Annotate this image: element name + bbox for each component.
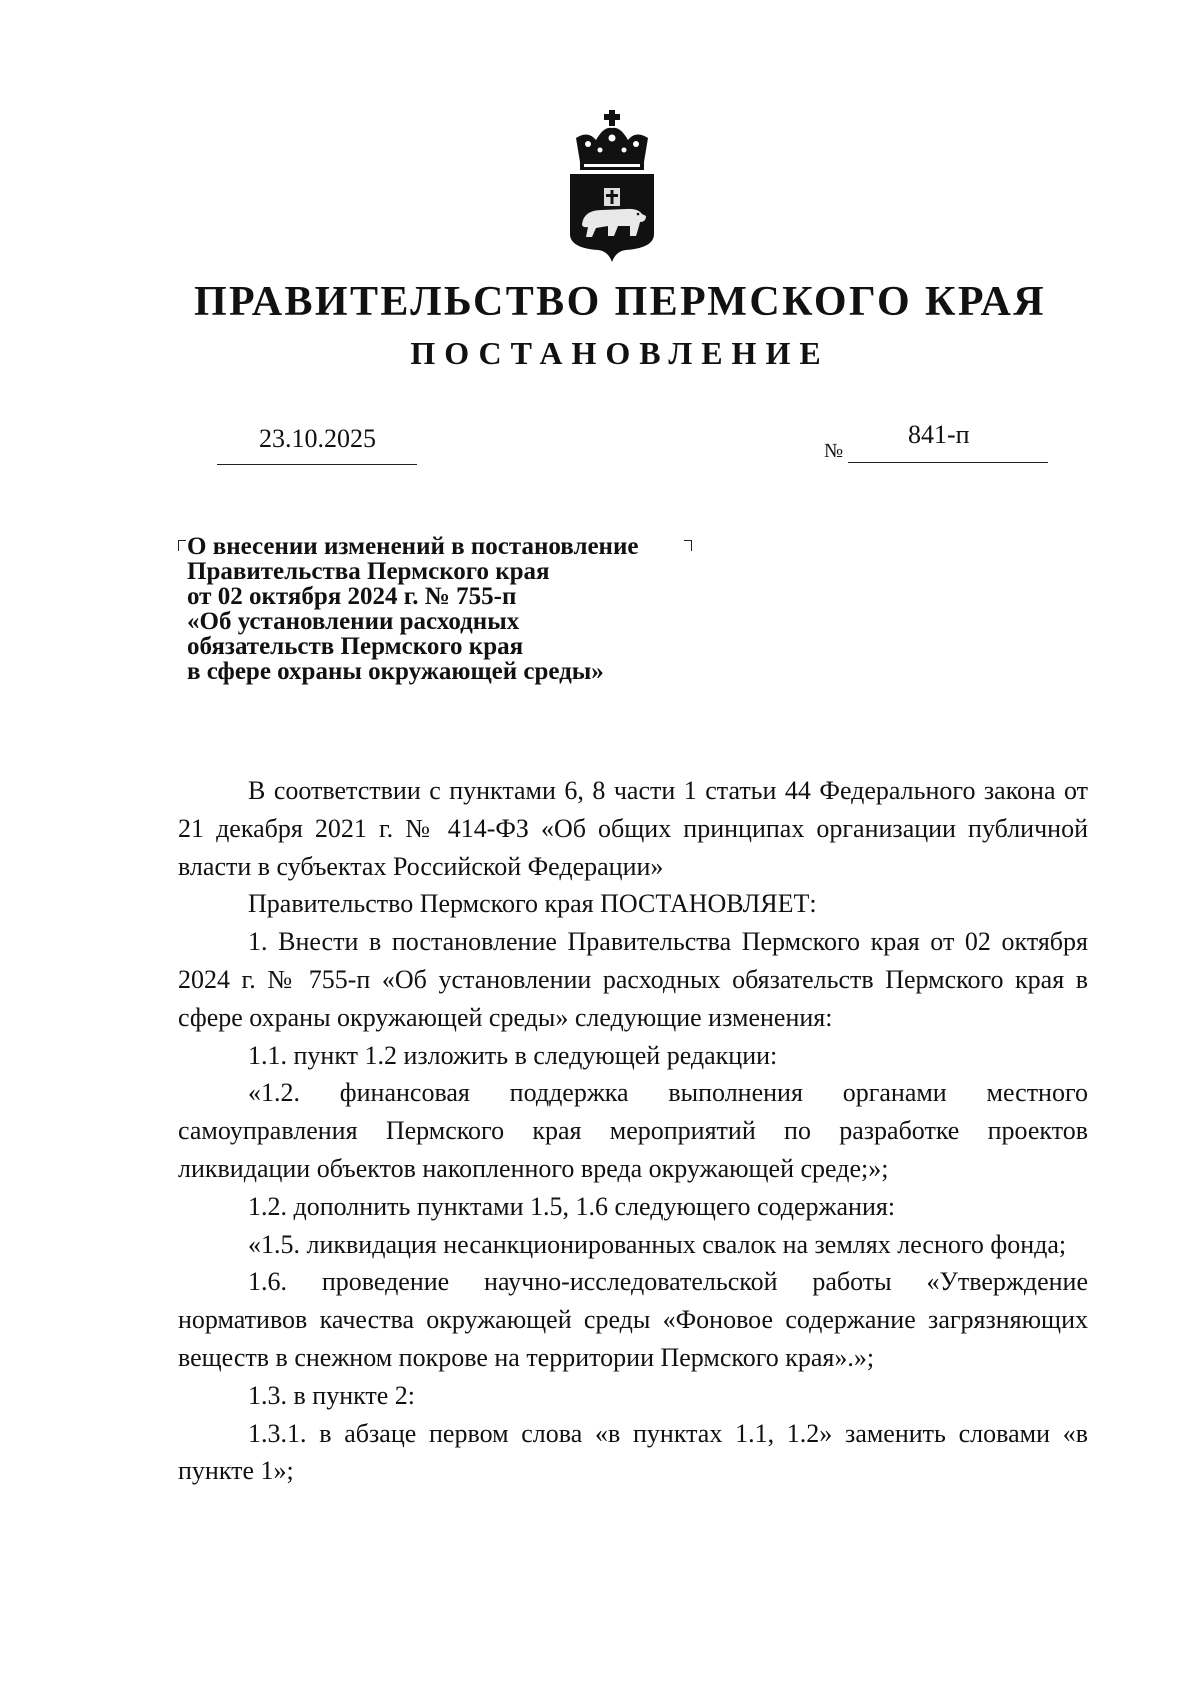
body-paragraph: 1.2. дополнить пунктами 1.5, 1.6 следующего содержания: bbox=[248, 1191, 896, 1221]
body-paragraph: 1. Внести в постановление Правительства Пермского края от 02 октября 2024 г. № 755-п «Об установлении расходных обязательств Пермского края в сфере охраны окружающей среды» следующие изменения: bbox=[178, 927, 1088, 1032]
subject-line: от 02 октября 2024 г. № 755-п bbox=[187, 583, 517, 610]
subject-line: Правительства Пермского края bbox=[187, 558, 550, 585]
body-paragraph: «1.2. финансовая поддержка выполнения органами местного самоуправления Пермского края мероприятий по разработке проектов ликвидации объектов накопленного вреда окружающей среде;»; bbox=[178, 1078, 1088, 1183]
document-number: 841-п bbox=[908, 420, 970, 449]
document-subject bbox=[187, 534, 707, 684]
body-paragraph: 1.3. в пункте 2: bbox=[248, 1380, 416, 1410]
body-paragraph: Правительство Пермского края ПОСТАНОВЛЯЕТ: bbox=[248, 889, 817, 919]
body-paragraph: 1.1. пункт 1.2 изложить в следующей редакции: bbox=[248, 1040, 778, 1070]
number-field bbox=[848, 420, 1048, 463]
body-paragraph: 1.3.1. в абзаце первом слова «в пунктах 1.1, 1.2» заменить словами «в пункте 1»; bbox=[178, 1418, 1088, 1486]
subject-line: О внесении изменений в постановление bbox=[187, 533, 639, 560]
coat-of-arms-icon bbox=[566, 110, 658, 262]
subject-line: в сфере охраны окружающей среды» bbox=[187, 658, 604, 685]
body-paragraph: «1.5. ликвидация несанкционированных свалок на землях лесного фонда; bbox=[248, 1229, 1067, 1259]
document-date: 23.10.2025 bbox=[259, 424, 376, 453]
number-sign: № bbox=[824, 440, 844, 462]
subject-bracket-left bbox=[178, 540, 186, 551]
subject-line: обязательств Пермского края bbox=[187, 633, 524, 660]
body-paragraph: В соответствии с пунктами 6, 8 части 1 статьи 44 Федерального закона от 21 декабря 2021 г. № 414-ФЗ «Об общих принципах организации публичной власти в субъектах Российской Федерации» bbox=[178, 776, 1088, 881]
document-body bbox=[178, 772, 1088, 1490]
body-paragraph: 1.6. проведение научно-исследовательской работы «Утверждение нормативов качества окружающей среды «Фоновое содержание загрязняющих веществ в снежном покрове на территории Пермского края».»; bbox=[178, 1267, 1088, 1372]
subject-line: «Об установлении расходных bbox=[187, 608, 520, 635]
date-field bbox=[217, 424, 417, 465]
organization-title: ПРАВИТЕЛЬСТВО ПЕРМСКОГО КРАЯ bbox=[193, 279, 1046, 325]
document-type-heading: ПОСТАНОВЛЕНИЕ bbox=[410, 335, 830, 371]
